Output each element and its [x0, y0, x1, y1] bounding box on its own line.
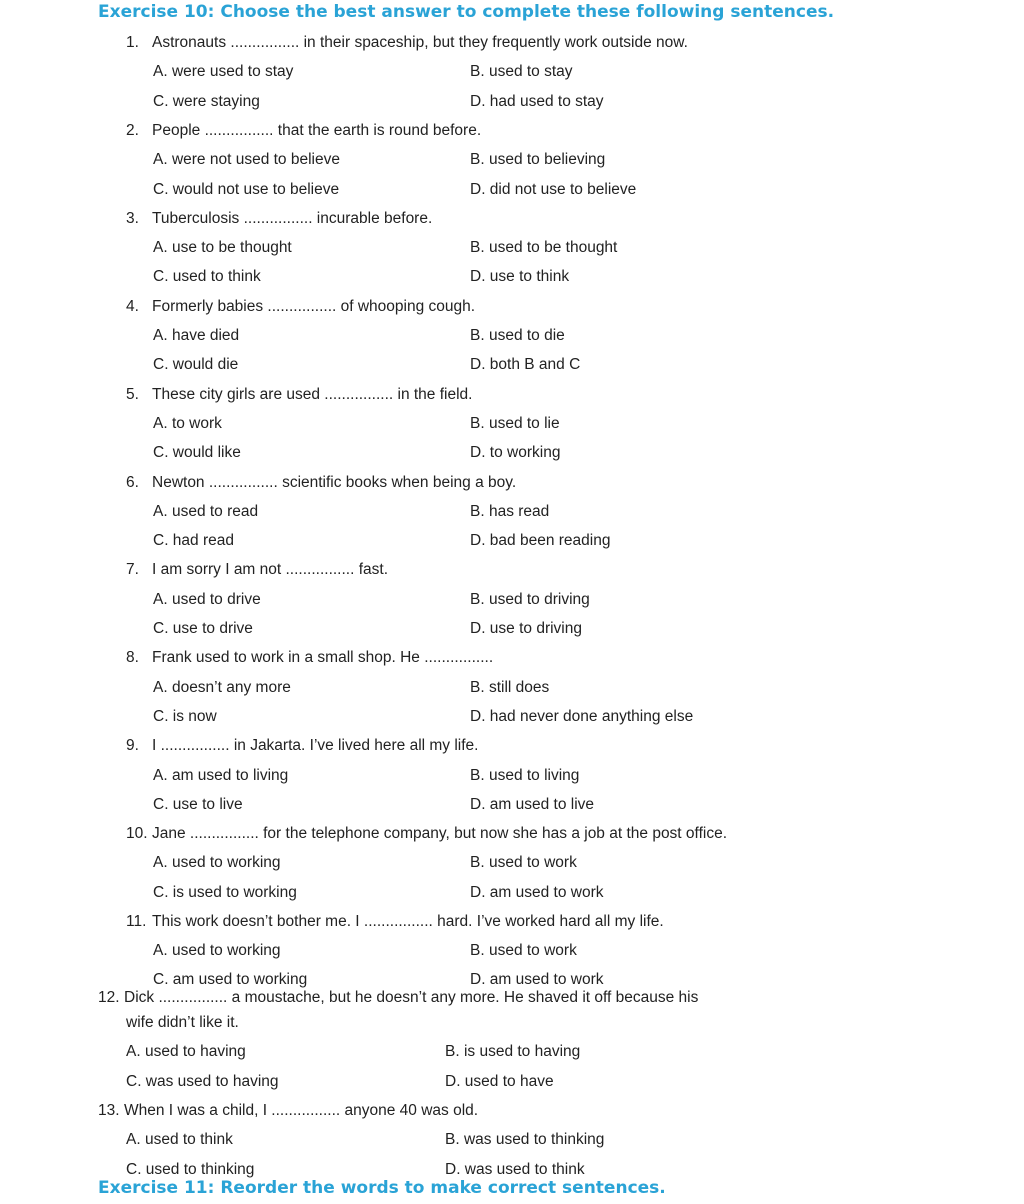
- question-number: 9.: [126, 737, 139, 755]
- question-text: People ................ that the earth is round before.: [152, 121, 482, 139]
- question-text: When I was a child, I ................ anyone 40 was old.: [124, 1102, 479, 1119]
- question-3: [126, 209, 432, 229]
- question-number: 12.: [98, 989, 120, 1006]
- question-13: [98, 1101, 478, 1121]
- question-number: 8.: [126, 649, 139, 667]
- option-a: A. have died: [153, 327, 240, 344]
- option-d: D. was used to think: [445, 1160, 585, 1178]
- option-a: A. used to drive: [153, 590, 261, 608]
- exercise-11-title: Exercise 11: Reorder the words to make correct sentences.: [98, 1178, 666, 1198]
- question-text: This work doesn’t bother me. I ................ hard. I’ve worked hard all my life.: [152, 913, 664, 930]
- option-d: D. use to driving: [470, 620, 582, 637]
- option-a: A. used to think: [126, 1131, 233, 1149]
- question-number: 3.: [126, 209, 139, 227]
- option-c: C. use to live: [153, 795, 243, 813]
- option-d: D. am used to work: [470, 883, 604, 901]
- question-5: [126, 385, 472, 405]
- option-a: A. used to working: [153, 854, 281, 872]
- question-7: [126, 560, 388, 580]
- option-d: D. use to think: [470, 268, 570, 286]
- question-9: [126, 736, 478, 756]
- option-c: C. used to thinking: [126, 1160, 255, 1178]
- question-text: Newton ................ scientific books when being a boy.: [152, 473, 517, 491]
- option-c: C. use to drive: [153, 620, 253, 637]
- option-d: D. had used to stay: [470, 92, 604, 110]
- option-a: A. to work: [153, 414, 222, 432]
- exercise-10-title: Exercise 10: Choose the best answer to complete these following sentences.: [98, 2, 835, 22]
- option-b: B. used to work: [470, 942, 577, 960]
- option-b: B. used to driving: [470, 590, 590, 608]
- option-c: C. is now: [153, 707, 217, 725]
- option-b: B. used to die: [470, 327, 565, 344]
- question-6: [126, 473, 516, 493]
- option-b: B. used to be thought: [470, 239, 618, 257]
- option-d: D. bad been reading: [470, 532, 611, 550]
- option-a: A. used to read: [153, 502, 259, 520]
- option-b: B. used to believing: [470, 151, 606, 169]
- option-a: A. were used to stay: [153, 63, 294, 81]
- option-a: A. were not used to believe: [153, 151, 340, 169]
- question-4: [126, 297, 475, 317]
- option-c: C. used to think: [153, 268, 261, 286]
- option-d: D. did not use to believe: [470, 180, 637, 198]
- option-b: B. is used to having: [445, 1043, 581, 1061]
- question-text: These city girls are used ................ in the field.: [152, 385, 473, 403]
- question-10: [126, 824, 727, 844]
- option-a: A. used to having: [126, 1043, 246, 1061]
- question-number: 13.: [98, 1102, 120, 1119]
- question-text-continued: wife didn’t like it.: [126, 1014, 239, 1031]
- question-1: [126, 33, 688, 53]
- option-d: D. both B and C: [470, 356, 581, 374]
- option-d: D. am used to work: [470, 971, 604, 989]
- question-number: 11.: [126, 913, 147, 930]
- option-a: A. used to working: [153, 942, 281, 960]
- option-b: B. used to work: [470, 854, 577, 872]
- question-text: Frank used to work in a small shop. He ................: [152, 649, 494, 667]
- option-b: B. used to stay: [470, 63, 573, 81]
- option-b: B. used to lie: [470, 414, 560, 432]
- option-b: B. was used to thinking: [445, 1131, 605, 1149]
- question-number: 2.: [126, 121, 139, 139]
- option-c: C. am used to working: [153, 971, 308, 989]
- option-c: C. would not use to believe: [153, 180, 340, 198]
- option-c: C. was used to having: [126, 1072, 279, 1090]
- question-text: Tuberculosis ................ incurable before.: [152, 209, 433, 227]
- question-2: [126, 121, 481, 141]
- question-text: Jane ................ for the telephone company, but now she has a job at the post office.: [152, 825, 727, 843]
- question-text: Astronauts ................ in their spaceship, but they frequently work outside now.: [152, 34, 688, 51]
- question-text: Dick ................ a moustache, but he doesn’t any more. He shaved it off because his: [124, 989, 699, 1006]
- question-text: I am sorry I am not ................ fast.: [152, 561, 389, 579]
- option-a: A. doesn’t any more: [153, 678, 291, 696]
- question-number: 6.: [126, 473, 139, 491]
- option-b: B. used to living: [470, 766, 580, 784]
- option-d: D. used to have: [445, 1072, 554, 1090]
- option-c: C. is used to working: [153, 883, 297, 901]
- option-d: D. to working: [470, 444, 561, 462]
- option-d: D. had never done anything else: [470, 707, 694, 725]
- option-c: C. had read: [153, 532, 234, 550]
- question-11: [126, 912, 664, 932]
- question-12: [98, 988, 698, 1008]
- option-c: C. would die: [153, 356, 239, 374]
- question-number: 5.: [126, 385, 139, 403]
- question-number: 4.: [126, 297, 139, 315]
- question-number: 10.: [126, 825, 148, 843]
- option-a: A. use to be thought: [153, 239, 292, 257]
- question-text: I ................ in Jakarta. I’ve lived here all my life.: [152, 737, 479, 755]
- option-c: C. would like: [153, 444, 241, 462]
- option-c: C. were staying: [153, 92, 260, 110]
- option-b: B. has read: [470, 502, 550, 520]
- question-number: 1.: [126, 34, 139, 51]
- option-b: B. still does: [470, 678, 550, 696]
- option-a: A. am used to living: [153, 766, 289, 784]
- question-number: 7.: [126, 561, 139, 579]
- question-text: Formerly babies ................ of whooping cough.: [152, 297, 476, 315]
- option-d: D. am used to live: [470, 795, 595, 813]
- question-8: [126, 648, 493, 668]
